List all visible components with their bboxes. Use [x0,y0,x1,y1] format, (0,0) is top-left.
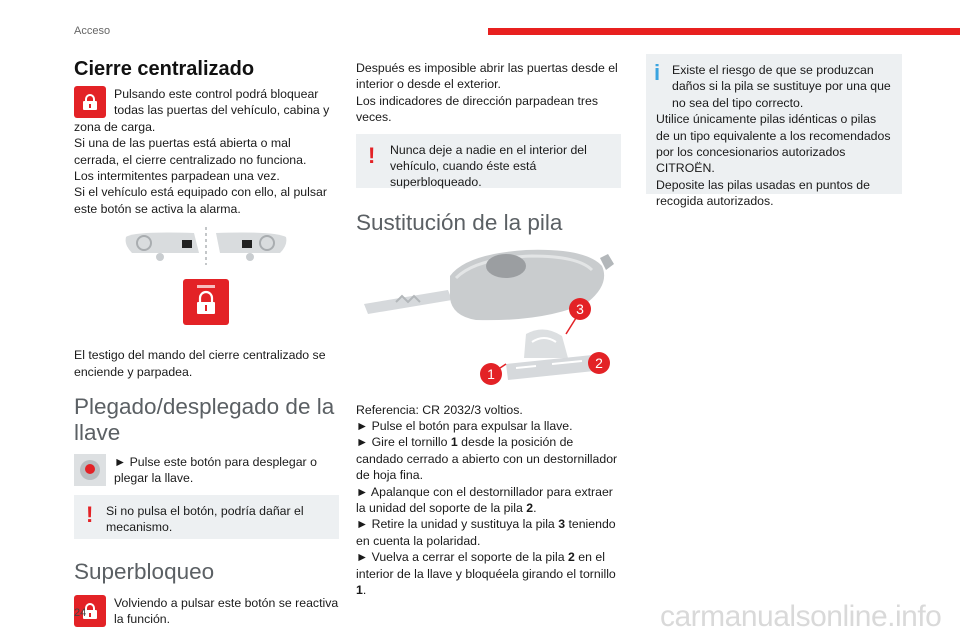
column-1 [74,52,339,628]
step-5-ref-b: 1 [356,583,363,598]
superlocking-title: Superbloqueo [74,558,215,584]
fold-warning-box [74,495,339,539]
step-2-ref: 1 [450,435,458,450]
central-locking-intro-text: Pulsando este control podrá bloquear todas las puertas del vehículo, cabina y zona de carga. [74,87,330,134]
battery-step-1: ► Pulse el botón para expulsar la llave. [356,419,573,434]
central-locking-p3: Si el vehículo está equipado con ello, al pulsar este botón se activa la alarma. [74,185,327,216]
superlocking-step [74,595,339,628]
step-5-ref-a: 2 [568,550,575,565]
battery-info-1: Existe el riesgo de que se produzcan daños si la pila se sustituye por una que no sea del tipo correcto. [672,63,891,110]
battery-step-5 [356,549,621,598]
column-3 [646,54,902,209]
key-fold-button-icon [74,454,106,486]
step-3-text-a: ► Apalanque con el destornillador para extraer la unidad del soporte de la pila [356,484,613,516]
superlock-warning-text: Nunca deje a nadie en el interior del vehículo, cuando éste está superbloqueado. [390,142,587,190]
callout-3: 3 [576,300,584,317]
central-locking-p1: Si una de las puertas está abierta o mal cerrada, el cierre centralizado no funciona. [74,136,307,167]
step-5-text-b: en el interior de la llave y bloquéela girando el tornillo [356,550,616,581]
page-number: 24 [74,607,87,619]
step-2-text-a: ► Gire el tornillo [356,435,451,450]
key-illustration-svg [356,246,621,396]
central-locking-intro [74,86,339,135]
callout-2: 2 [595,354,603,371]
watermark: carmanualsonline.info [660,600,942,633]
fold-key-step [74,454,339,487]
central-locking-p2: Los intermitentes parpadean una vez. [74,169,280,184]
superlocking-p2: Los indicadores de dirección parpadean tres veces. [356,93,598,125]
step-3-text-b: . [533,501,537,516]
dashboard-illustration [74,225,339,351]
step-3-ref: 2 [526,501,534,516]
battery-info-3: Deposite las pilas usadas en puntos de recogida autorizados. [656,177,870,209]
central-locking-title: Cierre centralizado [74,58,255,80]
battery-title: Sustitución de la pila [356,209,563,235]
battery-reference: Referencia: CR 2032/3 voltios. [356,402,523,417]
superlocking-text: Volviendo a pulsar este botón se reactiva la función. [114,595,339,627]
central-locking-p4: El testigo del mando del cierre centralizado se enciende y parpadea. [74,348,326,379]
dashboard-lock-button-illustration [74,225,339,351]
battery-info-box [646,54,902,209]
fold-warning-text: Si no pulsa el botón, podría dañar el mecanismo. [106,503,304,535]
battery-step-3 [356,484,621,517]
step-5-text-c: . [362,583,367,598]
warning-icon: ! [86,501,94,527]
fold-key-step-text: ► Pulse este botón para desplegar o plegar la llave. [114,455,317,486]
warning-icon: ! [368,142,376,168]
step-5-text-a: ► Vuelva a cerrar el soporte de la pila [356,550,568,565]
battery-info-2: Utilice únicamente pilas idénticas o pilas de un tipo equivalente a los recomendados por los concesionarios autorizados CITROËN. [656,112,891,176]
step-4-ref: 3 [558,517,566,532]
callout-1: 1 [487,365,495,382]
step-2-text-b: desde la posición de candado cerrado a abierto con un destornillador de hoja fina. [356,435,618,483]
key-battery-illustration [356,246,621,396]
lock-button-icon [74,86,106,118]
header-section-title: Acceso [74,25,111,37]
battery-step-2 [356,434,621,483]
superlocking-p1: Después es imposible abrir las puertas desde el interior o desde el exterior. [356,61,618,92]
info-icon: i [654,60,661,85]
step-4-text-a: ► Retire la unidad y sustituya la pila [356,517,559,532]
battery-step-4 [356,516,621,549]
fold-key-title: Plegado/desplegado de la llave [74,394,335,446]
column-2 [356,60,621,599]
step-4-text-b: teniendo en cuenta la polaridad. [356,517,616,548]
superlock-warning-box [356,134,621,188]
header-accent-bar [488,28,960,35]
